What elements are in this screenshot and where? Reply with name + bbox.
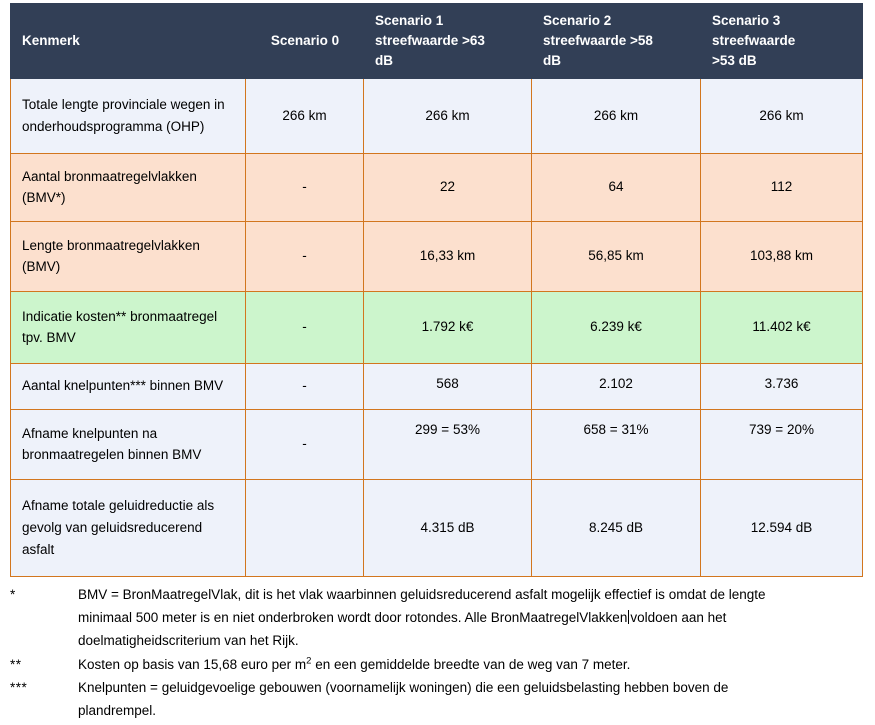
footnote-line: Kosten op basis van 15,68 euro per m: [78, 656, 307, 672]
row-value-scenario-0: -: [246, 221, 364, 291]
header-line: >53 dB: [712, 52, 757, 68]
header-line: Scenario 2: [543, 13, 612, 28]
header-line: dB: [375, 52, 393, 68]
column-header-scenario-0: Scenario 0: [246, 4, 364, 79]
row-value-scenario-3: 11.402 k€: [701, 291, 863, 363]
row-label: Lengte bronmaatregelvlakken (BMV): [11, 221, 246, 291]
footnote-line: omdat de lengte minimaal 500 meter is en niet onderbroken wordt door rotondes. Alle: [78, 587, 766, 626]
table-body: [11, 78, 863, 576]
row-value-scenario-1: 16,33 km: [364, 221, 532, 291]
row-label: Aantal knelpunten*** binnen BMV: [11, 363, 246, 409]
row-value-scenario-3: 112: [701, 153, 863, 221]
footnote-line: voldoen aan het doelmatigheidscriterium van het Rijk.: [78, 610, 727, 649]
row-value-scenario-2: 658 = 31%: [532, 409, 701, 479]
row-value-scenario-1: 4.315 dB: [364, 479, 532, 576]
footnote-text: [78, 583, 798, 653]
footnotes-section: [10, 583, 870, 722]
row-value-scenario-3: 266 km: [701, 78, 863, 153]
column-header-scenario-1: [364, 4, 532, 79]
footnote-line: BMV = BronMaatregelVlak, dit is het vlak waarbinnen geluidsreducerend asfalt mogelijk effectief is: [78, 587, 665, 602]
footnote-text: [78, 676, 798, 722]
row-label: Afname totale geluidreductie als gevolg van geluidsreducerend asfalt: [11, 479, 246, 576]
row-value-scenario-2: 56,85 km: [532, 221, 701, 291]
row-value-scenario-1: 1.792 k€: [364, 291, 532, 363]
footnote-marker: *: [10, 587, 16, 602]
table-row: [11, 479, 863, 576]
footnote-line: BronMaatregelVlakken: [490, 610, 628, 626]
row-value-scenario-2: 8.245 dB: [532, 479, 701, 576]
header-line: Scenario 3: [712, 13, 781, 28]
footnote-line: boven de plandrempel.: [78, 679, 729, 719]
footnote-item: [10, 676, 870, 722]
row-value-scenario-3: 103,88 km: [701, 221, 863, 291]
footnote-line: Knelpunten = geluidgevoelige gebouwen (voornamelijk woningen) die een geluidsbelasting hebben: [78, 679, 670, 695]
footnote-marker: ***: [10, 679, 28, 695]
row-value-scenario-1: 22: [364, 153, 532, 221]
header-line: streefwaarde >58: [543, 32, 653, 48]
row-value-scenario-2: 2.102: [532, 363, 701, 409]
footnote-text: [78, 653, 798, 676]
table-row: [11, 291, 863, 363]
header-line: Scenario 1: [375, 13, 444, 28]
header-line: dB: [543, 52, 561, 68]
row-value-scenario-3: 3.736: [701, 363, 863, 409]
row-value-scenario-1: 568: [364, 363, 532, 409]
row-value-scenario-3: 12.594 dB: [701, 479, 863, 576]
footnote-line: en een gemiddelde breedte van de weg van 7 meter.: [311, 656, 631, 672]
row-label: Indicatie kosten** bronmaatregel tpv. BMV: [11, 291, 246, 363]
column-header-kenmerk: Kenmerk: [11, 4, 246, 79]
row-value-scenario-2: 6.239 k€: [532, 291, 701, 363]
footnote-marker: **: [10, 656, 22, 672]
row-value-scenario-0: -: [246, 363, 364, 409]
scenario-comparison-table: [10, 3, 863, 577]
row-label: Totale lengte provinciale wegen in onderhoudsprogramma (OHP): [11, 78, 246, 153]
column-header-scenario-2: [532, 4, 701, 79]
superscript-square: 2: [306, 655, 312, 667]
table-row: [11, 78, 863, 153]
row-value-scenario-2: 64: [532, 153, 701, 221]
table-row: [11, 221, 863, 291]
row-value-scenario-0: -: [246, 409, 364, 479]
footnote-item: [10, 653, 870, 676]
table-header-row: [11, 4, 863, 79]
header-line: streefwaarde: [712, 32, 796, 48]
row-value-scenario-2: 266 km: [532, 78, 701, 153]
row-value-scenario-0: 266 km: [246, 78, 364, 153]
column-header-scenario-3: [701, 4, 863, 79]
row-label: Afname knelpunten na bronmaatregelen binnen BMV: [11, 409, 246, 479]
row-value-scenario-3: 739 = 20%: [701, 409, 863, 479]
table-row: [11, 153, 863, 221]
header-line: streefwaarde >63: [375, 32, 485, 48]
table-row: [11, 409, 863, 479]
row-value-scenario-0: -: [246, 153, 364, 221]
row-value-scenario-1: 299 = 53%: [364, 409, 532, 479]
row-value-scenario-1: 266 km: [364, 78, 532, 153]
footnote-item: [10, 583, 870, 653]
row-value-scenario-0: -: [246, 291, 364, 363]
table-header: [11, 4, 863, 79]
table-row: [11, 363, 863, 409]
row-value-scenario-0: [246, 479, 364, 576]
row-label: Aantal bronmaatregelvlakken (BMV*): [11, 153, 246, 221]
